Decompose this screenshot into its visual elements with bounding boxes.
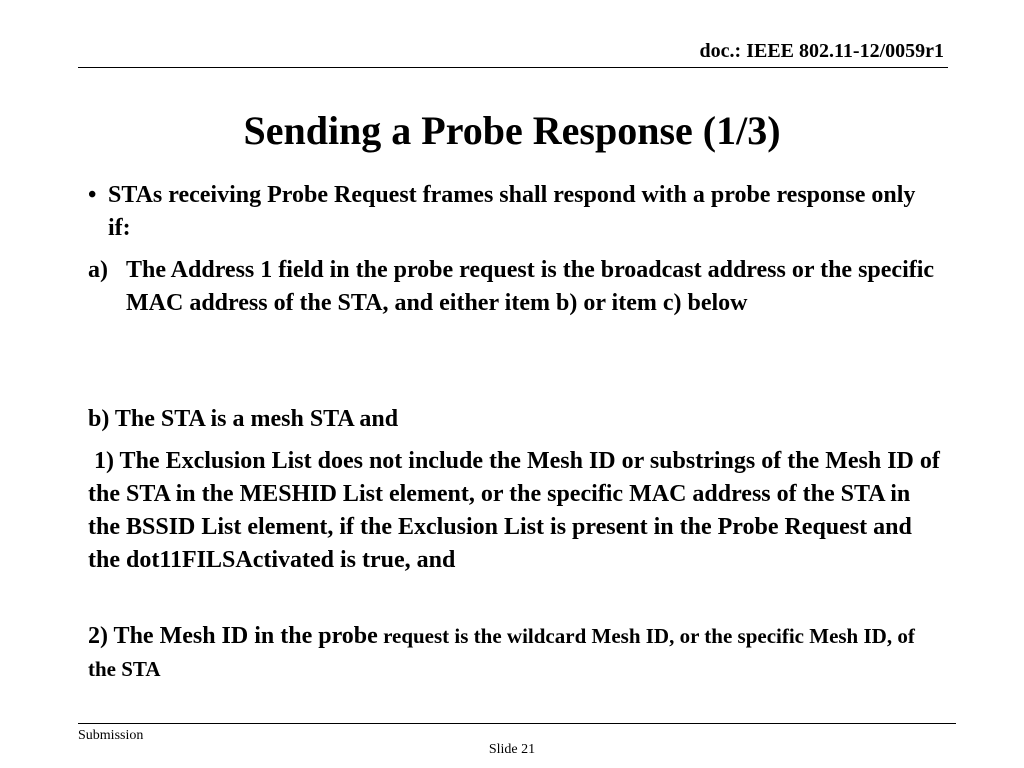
bullet-row [88,179,938,245]
document-id: doc.: IEEE 802.11-12/0059r1 [699,40,944,62]
item-a-row [88,254,948,320]
item-b1-text [88,445,948,577]
footer-divider [78,723,956,724]
item-b2-text [88,620,948,686]
bullet-block [88,179,938,245]
item-b2-large: 2) The Mesh ID in the probe [88,623,378,649]
item-b2-small: request is the wildcard Mesh ID, or the specific Mesh ID, of the STA [88,624,915,681]
slide-title: Sending a Probe Response (1/3) [243,108,781,153]
item-a-marker: a) [88,257,108,283]
header-divider [78,67,948,68]
bullet-marker: • [88,182,97,208]
item-b1-content: 1) The Exclusion List does not include the Mesh ID or substrings of the Mesh ID of the STA in the MESHID List element, or the specific MAC address of the STA in the BSSID List element, if the Exclusion List is present in the Probe Request and the dot11FILSActivated is true, and [88,448,940,573]
footer-submission: Submission [78,728,144,743]
item-b-text: b) The STA is a mesh STA and [88,406,399,432]
bullet-text: STAs receiving Probe Request frames shall respond with a probe response only if: [108,182,916,241]
item-a-text: The Address 1 field in the probe request is the broadcast address or the specific MAC address of the STA, and either item b) or item c) below [126,257,935,316]
item-a-block [88,254,948,320]
footer-slide-number: Slide 21 [488,742,536,757]
